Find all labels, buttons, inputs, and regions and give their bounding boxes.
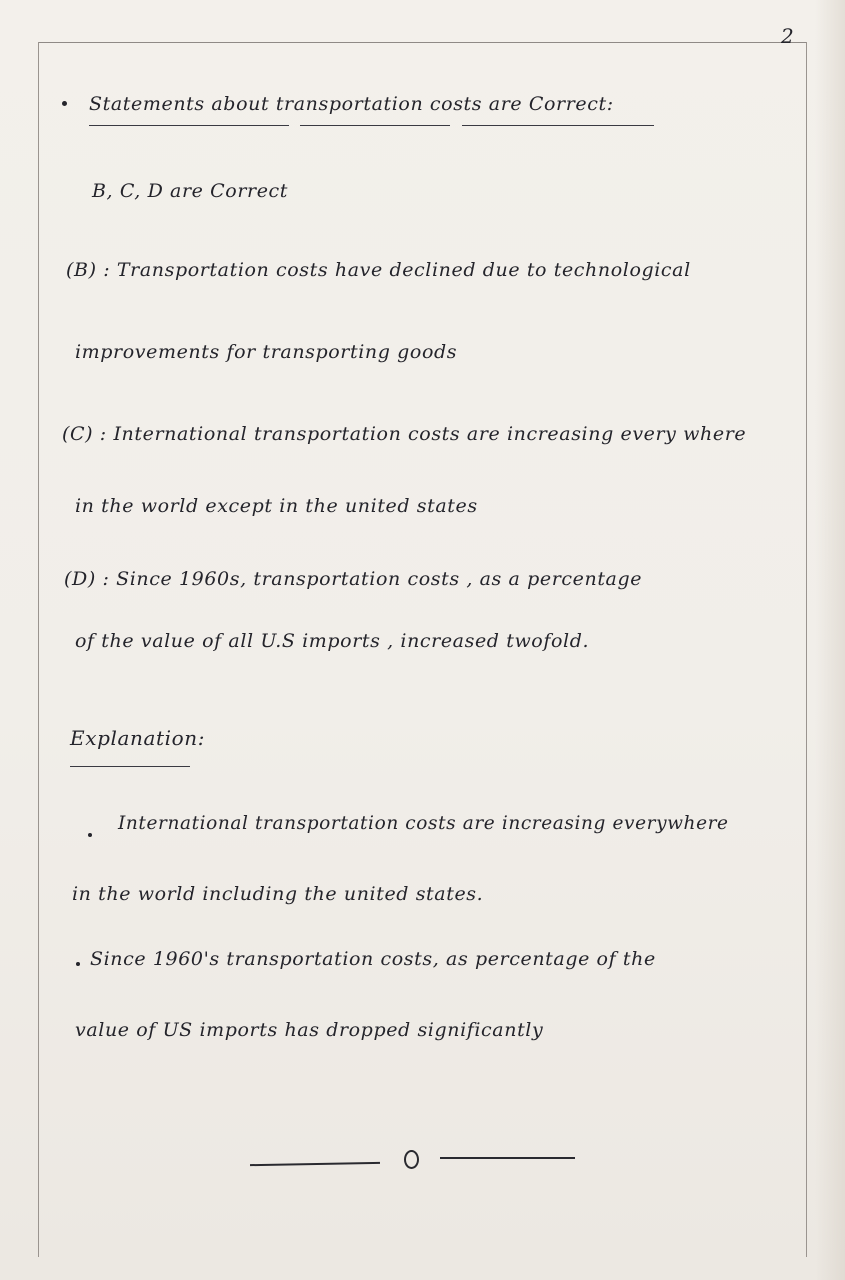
- statement-d-line-1: (D) : Since 1960s, transportation costs , as a percentage: [64, 568, 643, 590]
- statement-c-line-1: (C) : International transportation costs are increasing every where: [62, 423, 747, 445]
- heading-underline: [89, 125, 289, 126]
- explanation-underline: [70, 766, 190, 767]
- page-shadow: [815, 0, 845, 1280]
- bullet-icon: [62, 101, 67, 106]
- statement-b-line-2: improvements for transporting goods: [75, 341, 458, 363]
- heading-underline: [300, 125, 450, 126]
- top-margin-line: [38, 42, 806, 43]
- explanation-point-1-line-2: in the world including the united states.: [72, 883, 484, 905]
- statement-c-line-2: in the world except in the united states: [75, 495, 478, 517]
- explanation-point-1-line-1: International transportation costs are increasing everywhere: [118, 813, 729, 834]
- bullet-icon: [76, 962, 80, 966]
- explanation-heading: Explanation:: [70, 726, 206, 750]
- explanation-point-2-line-1: Since 1960's transportation costs, as percentage of the: [90, 948, 656, 970]
- statement-b-line-1: (B) : Transportation costs have declined due to technological: [66, 259, 691, 281]
- statement-d-line-2: of the value of all U.S imports , increased twofold.: [75, 630, 590, 652]
- right-margin-line: [806, 42, 807, 1257]
- answer-line: B, C, D are Correct: [92, 180, 289, 202]
- heading: Statements about transportation costs are Correct:: [89, 93, 614, 115]
- end-mark-right-line: [440, 1157, 575, 1159]
- explanation-point-2-line-2: value of US imports has dropped significantly: [75, 1019, 544, 1041]
- end-mark-left-line: [250, 1162, 380, 1166]
- heading-underline: [462, 125, 654, 126]
- end-mark-circle-icon: [404, 1150, 419, 1169]
- bullet-icon: [88, 833, 92, 837]
- page-number: 2: [781, 24, 795, 48]
- left-margin-line: [38, 42, 39, 1257]
